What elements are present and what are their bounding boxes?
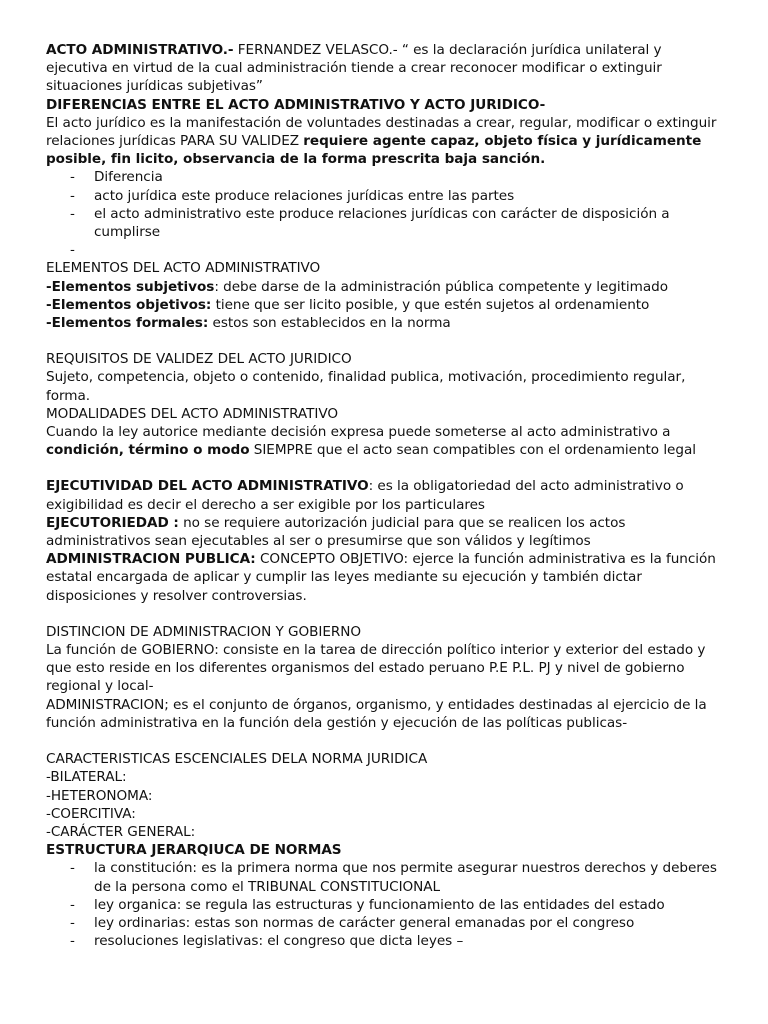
elementos-label: -Elementos subjetivos [46,278,215,295]
ejecutividad-paragraph [46,477,726,513]
caracteristicas-item: -HETERONOMA: [46,787,153,804]
distincion-gobierno: La función de GOBIERNO: consiste en la tarea de dirección político interior y exterior del estado y que esto reside en los diferentes organismos del estado peruano P.E P.L. PJ y nivel de gobierno regional y local- [46,642,706,695]
estructura-list [46,859,726,950]
elementos-label: -Elementos formales: [46,315,209,332]
elementos-row [46,314,726,332]
list-item-empty [94,241,726,259]
diferencias-bold: requiere agente capaz, objeto física y jurídicamente posible, fin licito, observancia de la forma prescrita baja sanción. [46,133,702,168]
requisitos-text: Sujeto, competencia, objeto o contenido, finalidad publica, motivación, procedimiento regular, forma. [46,369,686,404]
elementos-text: : debe darse de la administración pública competente y legitimado [214,278,668,295]
elementos-label: -Elementos objetivos: [46,296,212,313]
spacer [46,459,726,477]
diferencias-paragraph [46,114,726,169]
modalidades-paragraph [46,423,726,459]
modalidades-bold: condición, término o modo [46,442,250,459]
ejecutividad-label: EJECUTIVIDAD DEL ACTO ADMINISTRATIVO [46,478,369,495]
caracteristicas-item: -BILATERAL: [46,769,127,786]
diferencias-text: El acto jurídico es la manifestación de voluntades destinadas a crear, regular, modificar o extinguir relaciones jurídicas PARA SU VALIDEZ [46,114,717,150]
intro-title: ACTO ADMINISTRATIVO.- [46,42,234,58]
elementos-row [46,296,726,314]
modalidades-heading: MODALIDADES DEL ACTO ADMINISTRATIVO [46,405,338,422]
list-item: - acto jurídica este produce relaciones jurídicas entre las partes [94,187,726,205]
administracion-label: ADMINISTRACION PUBLICA: [46,551,256,568]
list-item: - ley ordinarias: estas son normas de carácter general emanadas por el congreso [94,914,726,932]
requisitos-heading: REQUISITOS DE VALIDEZ DEL ACTO JURIDICO [46,351,352,368]
ejecutividad-text: : es la obligatoriedad del acto administrativo o exigibilidad es decir el derecho a ser exigible por los particulares [46,478,684,513]
modalidades-text1: Cuando la ley autorice mediante decisión expresa puede someterse al acto administrativo a [46,424,671,441]
list-item: - Diferencia [94,168,726,186]
caracteristicas-heading: CARACTERISTICAS ESCENCIALES DELA NORMA JURIDICA [46,751,428,768]
ejecutoriedad-text: no se requiere autorización judicial para que se realicen los actos administrativos sean ejecutables al ser o presumirse que son válidos y legítimos [46,514,626,550]
caracteristicas-item: -CARÁCTER GENERAL: [46,823,196,840]
spacer [46,332,726,350]
list-item: - el acto administrativo este produce relaciones jurídicas con carácter de disposición a cumplirse [94,205,726,241]
spacer [46,732,726,750]
diferencias-list [46,168,726,259]
ejecutoriedad-paragraph [46,514,726,550]
elementos-row [46,278,726,296]
modalidades-text2: SIEMPRE que el acto sean compatibles con el ordenamiento legal [249,442,696,459]
distincion-heading: DISTINCION DE ADMINISTRACION Y GOBIERNO [46,623,362,640]
elementos-heading: ELEMENTOS DEL ACTO ADMINISTRATIVO [46,260,321,277]
diferencias-heading: DIFERENCIAS ENTRE EL ACTO ADMINISTRATIVO Y ACTO JURIDICO- [46,96,546,113]
estructura-heading: ESTRUCTURA JERARQIUCA DE NORMAS [46,842,342,859]
intro-paragraph [46,41,726,96]
elementos-text: estos son establecidos en la norma [208,315,451,332]
ejecutoriedad-label: EJECUTORIEDAD : [46,514,179,531]
administracion-paragraph [46,550,726,605]
elementos-text: tiene que ser licito posible, y que estén sujetos al ordenamiento [211,296,650,313]
intro-text: FERNANDEZ VELASCO.- “ es la declaración jurídica unilateral y ejecutiva en virtud de la cual administración tiende a crear reconocer modificar o extinguir situaciones jurídicas subjetivas” [46,42,662,95]
administracion-text: CONCEPTO OBJETIVO: ejerce la función administrativa es la función estatal encargada de aplicar y cumplir las leyes mediante su ejecución y también dictar disposiciones y resolver controversias. [46,551,716,604]
list-item: - la constitución: es la primera norma que nos permite asegurar nuestros derechos y deberes de la persona como el TRIBUNAL CONSTITUCIONAL [94,859,726,895]
document-page [46,41,726,950]
spacer [46,605,726,623]
distincion-administracion: ADMINISTRACION; es el conjunto de órganos, organismo, y entidades destinadas al ejercicio de la función administrativa en la función dela gestión y ejecución de las políticas publicas- [46,696,707,731]
list-item: - resoluciones legislativas: el congreso que dicta leyes – [94,932,726,950]
list-item: - ley organica: se regula las estructuras y funcionamiento de las entidades del estado [94,896,726,914]
caracteristicas-item: -COERCITIVA: [46,805,136,822]
